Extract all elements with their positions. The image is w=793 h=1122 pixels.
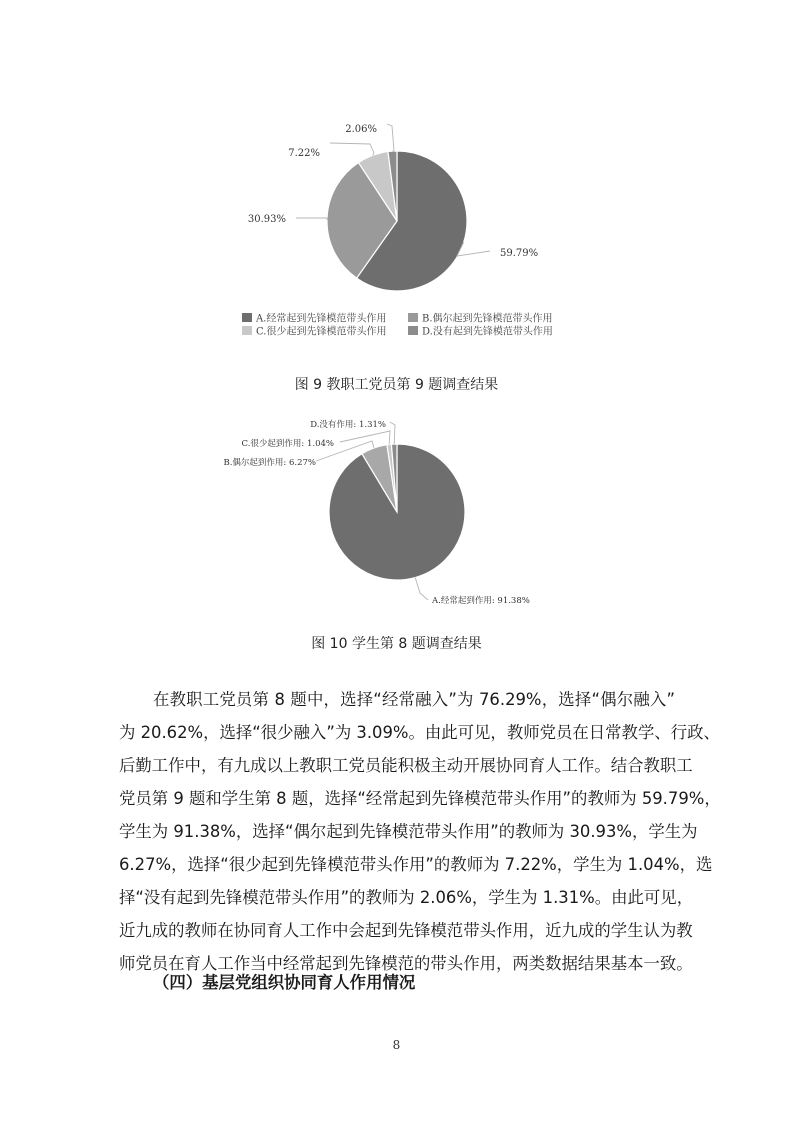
section-heading: （四）基层党组织协同育人作用情况: [153, 973, 416, 992]
legend-swatch: [242, 313, 252, 322]
paragraph-line: 学生为 91.38%，选择“偶尔起到先锋模范带头作用”的教师为 30.93%，学生为: [119, 822, 698, 841]
leader-line: [340, 431, 390, 444]
data-label: 59.79%: [500, 248, 539, 259]
paragraph-line: 后勤工作中，有九成以上教职工党员能积极主动开展协同育人工作。结合教职工: [119, 756, 693, 775]
paragraph-line: 师党员在育人工作当中经常起到先锋模范的带头作用，两类数据结果基本一致。: [119, 954, 693, 973]
figure-10-pie-chart: [0, 400, 793, 615]
legend-label: A.经常起到先锋模范带头作用: [256, 313, 387, 325]
leader-line: [387, 124, 394, 151]
leader-line: [390, 422, 395, 444]
legend-label: B.偶尔起到先锋模范带头作用: [422, 313, 553, 325]
data-label: 2.06%: [345, 124, 377, 135]
data-label: D.没有作用: 1.31%: [310, 420, 386, 430]
data-label: C.很少起到作用: 1.04%: [241, 439, 334, 449]
page-number: 8: [392, 1038, 401, 1052]
figure-10-caption: 图 10 学生第 8 题调查结果: [311, 636, 482, 652]
figure-9-pie-chart: [0, 0, 793, 350]
paragraph-line: 党员第 9 题和学生第 8 题，选择“经常起到先锋模范带头作用”的教师为 59.79%，: [119, 789, 721, 808]
data-label: B.偶尔起到作用: 6.27%: [223, 458, 316, 468]
data-label: 30.93%: [247, 214, 286, 225]
legend-swatch: [408, 313, 418, 322]
data-label: 7.22%: [288, 148, 320, 159]
paragraph-line: 在教职工党员第 8 题中，选择“经常融入”为 76.29%，选择“偶尔融入”: [153, 690, 675, 709]
data-label: A.经常起到作用: 91.38%: [432, 596, 530, 606]
figure-9-caption: 图 9 教职工党员第 9 题调查结果: [294, 377, 499, 393]
legend-swatch: [242, 326, 252, 335]
paragraph-line: 近九成的教师在协同育人工作中会起到先锋模范带头作用，近九成的学生认为教: [119, 921, 693, 940]
leader-line: [330, 143, 374, 155]
paragraph-line: 择“没有起到先锋模范带头作用”的教师为 2.06%，学生为 1.31%。由此可见，: [119, 888, 694, 907]
paragraph-line: 为 20.62%，选择“很少融入”为 3.09%。由此可见，教师党员在日常教学、行政、: [119, 723, 720, 742]
leader-line: [296, 218, 327, 220]
legend-label: C.很少起到先锋模范带头作用: [256, 326, 387, 338]
paragraph-line: 6.27%，选择“很少起到先锋模范带头作用”的教师为 7.22%，学生为 1.04%，选: [119, 855, 713, 874]
legend-label: D.没有起到先锋模范带头作用: [422, 326, 553, 338]
leader-line: [415, 578, 428, 601]
body-paragraph: [119, 683, 721, 980]
legend-swatch: [408, 326, 418, 335]
